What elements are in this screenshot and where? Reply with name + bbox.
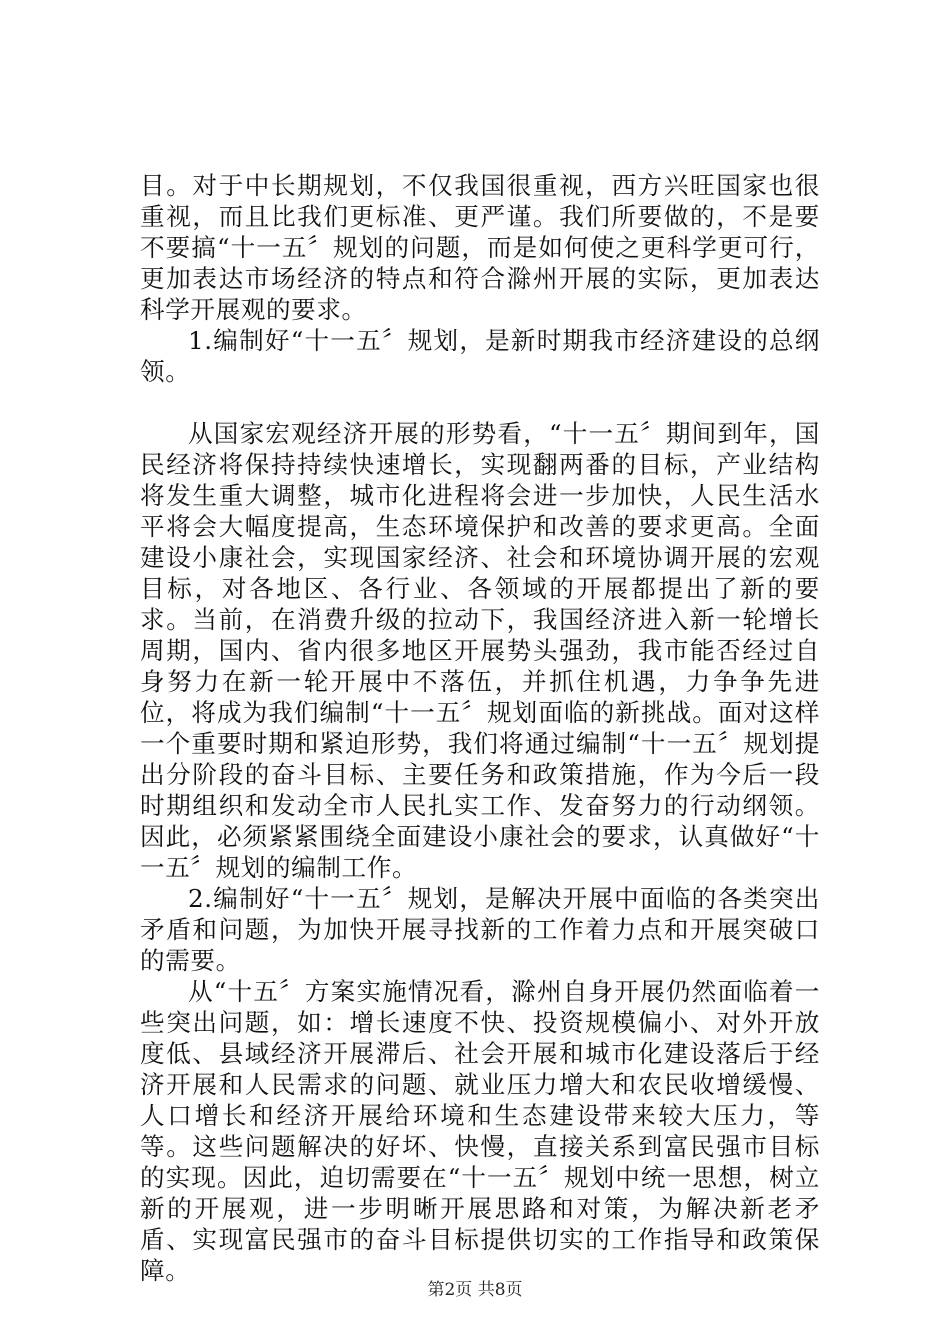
paragraph-national-situation: 从国家宏观经济开展的形势看，“十一五〞期间到年，国民经济将保持持续快速增长，实现翻两番的目标，产业结构将发生重大调整，城市化进程将会进一步加快，人民生活水平将会大幅度提高，生态环境保护和改善的要求更高。全面建设小康社会，实现国家经济、社会和环境协调开展的宏观目标，对各地区、各行业、各领域的开展都提出了新的要求。当前，在消费升级的拉动下，我国经济进入新一轮增长周期，国内、省内很多地区开展势头强劲，我市能否经过自身努力在新一轮开展中不落伍，并抓住机遇，力争争先进位，将成为我们编制“十一五〞规划面临的新挑战。面对这样一个重要时期和紧迫形势，我们将通过编制“十一五〞规划提出分阶段的奋斗目标、主要任务和政策措施，作为今后一段时期组织和发动全市人民扎实工作、发奋努力的行动纲领。因此，必须紧紧围绕全面建设小康社会的要求，认真做好“十一五〞规划的编制工作。 (140, 419, 820, 882)
paragraph-spacer (140, 387, 820, 418)
paragraph-local-problems: 从“十五〞方案实施情况看，滁州自身开展仍然面临着一些突出问题，如：增长速度不快、投资规模偏小、对外开放度低、县域经济开展滞后、社会开展和城市化建设落后于经济开展和人民需求的问题、就业压力增大和农民收增缓慢、人口增长和经济开展给环境和生态建设带来较大压力，等等。这些问题解决的好坏、快慢，直接关系到富民强市目标的实现。因此，迫切需要在“十一五〞规划中统一思想，树立新的开展观，进一步明晰开展思路和对策，为解决新老矛盾、实现富民强市的奋斗目标提供切实的工作指导和政策保障。 (140, 977, 820, 1285)
section-heading-2: 2.编制好“十一五〞规划，是解决开展中面临的各类突出矛盾和问题，为加快开展寻找新的工作着力点和开展突破口的需要。 (140, 884, 820, 975)
section-heading-1: 1.编制好“十一五〞规划，是新时期我市经济建设的总纲领。 (140, 326, 820, 386)
page-number-footer: 第2页 共8页 (427, 1280, 523, 1300)
paragraph-continuation: 目。对于中长期规划，不仅我国很重视，西方兴旺国家也很重视，而且比我们更标准、更严谨。我们所要做的，不是要不要搞“十一五〞规划的问题，而是如何使之更科学更可行，更加表达市场经济的特点和符合滁州开展的实际，更加表达科学开展观的要求。 (140, 171, 820, 324)
document-body (140, 170, 820, 1286)
